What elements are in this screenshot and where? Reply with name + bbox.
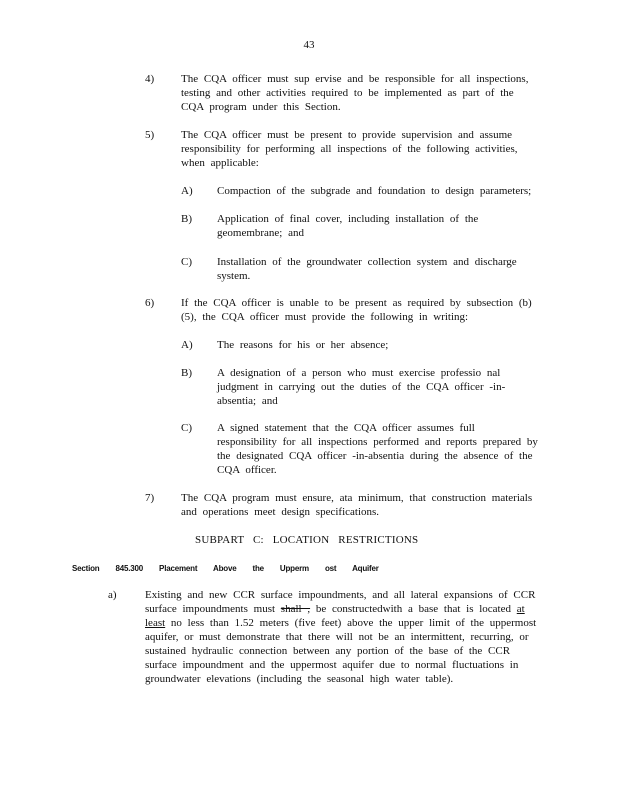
item-number: 6) xyxy=(145,297,155,309)
struck-text: shall , xyxy=(280,603,311,615)
subitem-number: B) xyxy=(181,367,192,379)
subitem-number: A) xyxy=(181,339,193,351)
item-text: The CQA program must ensure, ata minimum, that construction materials and operations meet design specifications. xyxy=(181,492,533,518)
item-number: 4) xyxy=(145,73,155,85)
section-heading: Section 845.300 Placement Above the Upperm ost Aquifer xyxy=(72,564,379,573)
subitem-text: A designation of a person who must exercise professio nal judgment in carrying out the duties of the CQA officer -in-absentia; and xyxy=(217,367,506,407)
item-number: 5) xyxy=(145,129,155,141)
subitem-number: A) xyxy=(181,185,193,197)
item-text: The CQA officer must be present to provide supervision and assume responsibility for performing all inspections of the following activities, when applicable: xyxy=(181,129,518,169)
subitem-text: The reasons for his or her absence; xyxy=(217,339,389,351)
paragraph-text-part: be constructedwith a base that is located xyxy=(310,603,517,615)
subitem-text: A signed statement that the CQA officer assumes full responsibility for all inspections performed and reports prepared by the designated CQA officer -in-absentia during the absence of the CQA officer. xyxy=(217,422,538,476)
subitem-text: Compaction of the subgrade and foundation to design parameters; xyxy=(217,185,532,197)
item-number: 7) xyxy=(145,492,155,504)
inserted-text: at least xyxy=(145,603,525,629)
paragraph-number: a) xyxy=(108,589,117,601)
item-text: If the CQA officer is unable to be present as required by subsection (b)(5), the CQA officer must provide the following in writing: xyxy=(181,297,532,323)
paragraph-text xyxy=(145,588,537,686)
page-number: 43 xyxy=(303,39,315,51)
item-text: The CQA officer must sup ervise and be responsible for all inspections, testing and other activities required to be implemented as part of the CQA program under this Section. xyxy=(181,73,529,113)
subitem-number: C) xyxy=(181,256,192,268)
subpart-heading: SUBPART C: LOCATION RESTRICTIONS xyxy=(195,534,419,546)
subitem-text: Application of final cover, including installation of the geomembrane; and xyxy=(217,213,479,239)
subitem-text: Installation of the groundwater collection system and discharge system. xyxy=(217,256,517,282)
subitem-number: B) xyxy=(181,213,192,225)
paragraph-text-part: no less than 1.52 meters (five feet) above the upper limit of the uppermost aquifer, or must demonstrate that there will not be an intermittent, recurring, or sustained hydraulic connection between any portion of the base of the CCR surface impoundment and the uppermost aquifer due to normal fluctuations in groundwater elevations (including the seasonal high water table). xyxy=(145,617,537,685)
subitem-number: C) xyxy=(181,422,192,434)
paragraph-text-part: Existing and new CCR surface impoundments, and all lateral expansions of CCR surface impoundments must xyxy=(145,589,536,615)
